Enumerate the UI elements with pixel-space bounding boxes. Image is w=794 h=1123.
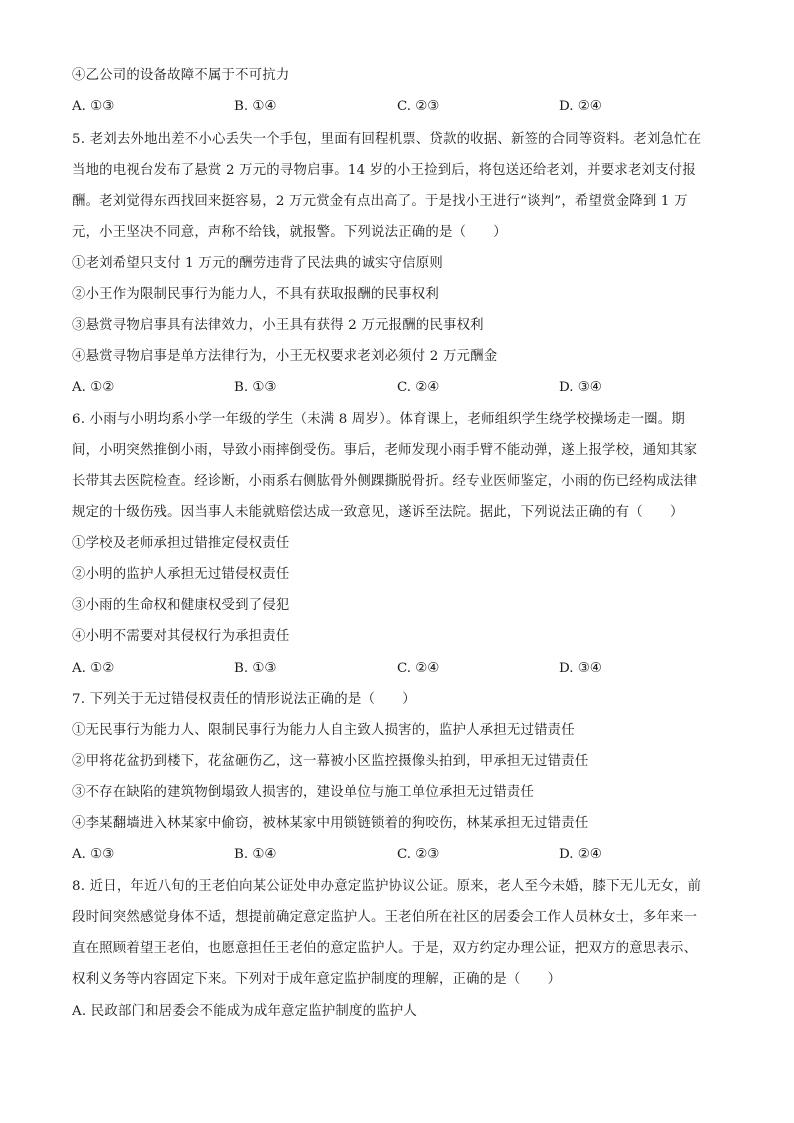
q7-stem-line: 7. 下列关于无过错侵权责任的情形说法正确的是（ ） bbox=[72, 692, 416, 707]
q4-statement-4: ④乙公司的设备故障不属于不可抗力 bbox=[72, 68, 290, 83]
q5-statement: ①老刘希望只支付 1 万元的酬劳违背了民法典的诚实守信原则 bbox=[72, 256, 443, 271]
q5-option-b[interactable]: B. ①③ bbox=[234, 380, 277, 395]
q7-option-a[interactable]: A. ①③ bbox=[72, 847, 115, 862]
q7-option-c[interactable]: C. ②③ bbox=[397, 847, 440, 862]
q6-statement: ③小雨的生命权和健康权受到了侵犯 bbox=[72, 598, 290, 613]
q7-statement: ③不存在缺陷的建筑物倒塌致人损害的，建设单位与施工单位承担无过错责任 bbox=[72, 785, 535, 800]
q6-options bbox=[72, 659, 732, 679]
q4-option-b[interactable]: B. ①④ bbox=[234, 99, 277, 114]
q7-option-b[interactable]: B. ①④ bbox=[234, 847, 277, 862]
q6-option-d[interactable]: D. ③④ bbox=[559, 661, 602, 676]
q7-option-d[interactable]: D. ②④ bbox=[559, 847, 602, 862]
q6-stem-line: 长带其去医院检查。经诊断，小雨系右侧肱骨外侧踝撕脱骨折。经专业医师鉴定，小雨的伤已经构成法律 bbox=[72, 474, 698, 489]
q4-option-d[interactable]: D. ②④ bbox=[559, 99, 602, 114]
q5-statement: ③悬赏寻物启事具有法律效力，小王具有获得 2 万元报酬的民事权利 bbox=[72, 318, 484, 333]
q8-stem-line: 权利义务等内容固定下来。下列对于成年意定监护制度的理解，正确的是（ ） bbox=[72, 972, 562, 987]
q4-options bbox=[72, 97, 732, 117]
q6-stem-line: 规定的十级伤残。因当事人未能就赔偿达成一致意见，遂诉至法院。据此，下列说法正确的有（ ） bbox=[72, 505, 684, 520]
q5-statement: ②小王作为限制民事行为能力人，不具有获取报酬的民事权利 bbox=[72, 287, 439, 302]
q5-option-a[interactable]: A. ①② bbox=[72, 380, 115, 395]
q5-statement: ④悬赏寻物启事是单方法律行为，小王无权要求老刘必须付 2 万元酬金 bbox=[72, 349, 498, 364]
q8-stem-line: 段时间突然感觉身体不适，想提前确定意定监护人。王老伯所在社区的居委会工作人员林女士，多年来一 bbox=[72, 910, 698, 925]
q7-options bbox=[72, 845, 732, 865]
q5-stem-line: 酬。老刘觉得东西找回来挺容易，2 万元赏金有点出高了。于是找小王进行“谈判”，希望赏金降到 1 万 bbox=[72, 194, 688, 209]
q7-statement: ④李某翻墙进入林某家中偷窃，被林某家中用锁链锁着的狗咬伤，林某承担无过错责任 bbox=[72, 816, 589, 831]
q5-option-d[interactable]: D. ③④ bbox=[559, 380, 602, 395]
q8-stem-line: 直在照顾着望王老伯，也愿意担任王老伯的意定监护人。于是，双方约定办理公证，把双方的意思表示、 bbox=[72, 941, 698, 956]
q7-statement: ②甲将花盆扔到楼下，花盆砸伤乙，这一幕被小区监控摄像头拍到，甲承担无过错责任 bbox=[72, 754, 589, 769]
q6-statement: ②小明的监护人承担无过错侵权责任 bbox=[72, 567, 290, 582]
q6-statement: ①学校及老师承担过错推定侵权责任 bbox=[72, 536, 290, 551]
q7-statement: ①无民事行为能力人、限制民事行为能力人自主致人损害的，监护人承担无过错责任 bbox=[72, 723, 575, 738]
q5-stem-line: 元，小王坚决不同意，声称不给钱，就报警。下列说法正确的是（ ） bbox=[72, 225, 507, 240]
q6-option-c[interactable]: C. ②④ bbox=[397, 661, 440, 676]
q5-stem-line: 当地的电视台发布了悬赏 2 万元的寻物启事。14 岁的小王捡到后，将包送还给老刘，并要求老刘支付报 bbox=[72, 163, 696, 178]
q4-option-c[interactable]: C. ②③ bbox=[397, 99, 440, 114]
q8-stem-line: 8. 近日，年近八旬的王老伯向某公证处申办意定监护协议公证。原来，老人至今未婚，膝下无儿无女，前 bbox=[72, 879, 702, 894]
q5-option-c[interactable]: C. ②④ bbox=[397, 380, 440, 395]
q4-option-a[interactable]: A. ①③ bbox=[72, 99, 115, 114]
q6-option-b[interactable]: B. ①③ bbox=[234, 661, 277, 676]
q5-options bbox=[72, 378, 732, 398]
q5-stem-line: 5. 老刘去外地出差不小心丢失一个手包，里面有回程机票、贷款的收据、新签的合同等资料。老刘急忙在 bbox=[72, 132, 702, 147]
q6-stem-line: 6. 小雨与小明均系小学一年级的学生（未满 8 周岁）。体育课上，老师组织学生绕学校操场走一圈。期 bbox=[72, 412, 685, 427]
q6-stem-line: 间，小明突然推倒小雨，导致小雨摔倒受伤。事后，老师发现小雨手臂不能动弹，遂上报学校，通知其家 bbox=[72, 443, 698, 458]
q6-statement: ④小明不需要对其侵权行为承担责任 bbox=[72, 629, 290, 644]
q8-option-a[interactable]: A. 民政部门和居委会不能成为成年意定监护制度的监护人 bbox=[72, 1004, 417, 1019]
q6-option-a[interactable]: A. ①② bbox=[72, 661, 115, 676]
